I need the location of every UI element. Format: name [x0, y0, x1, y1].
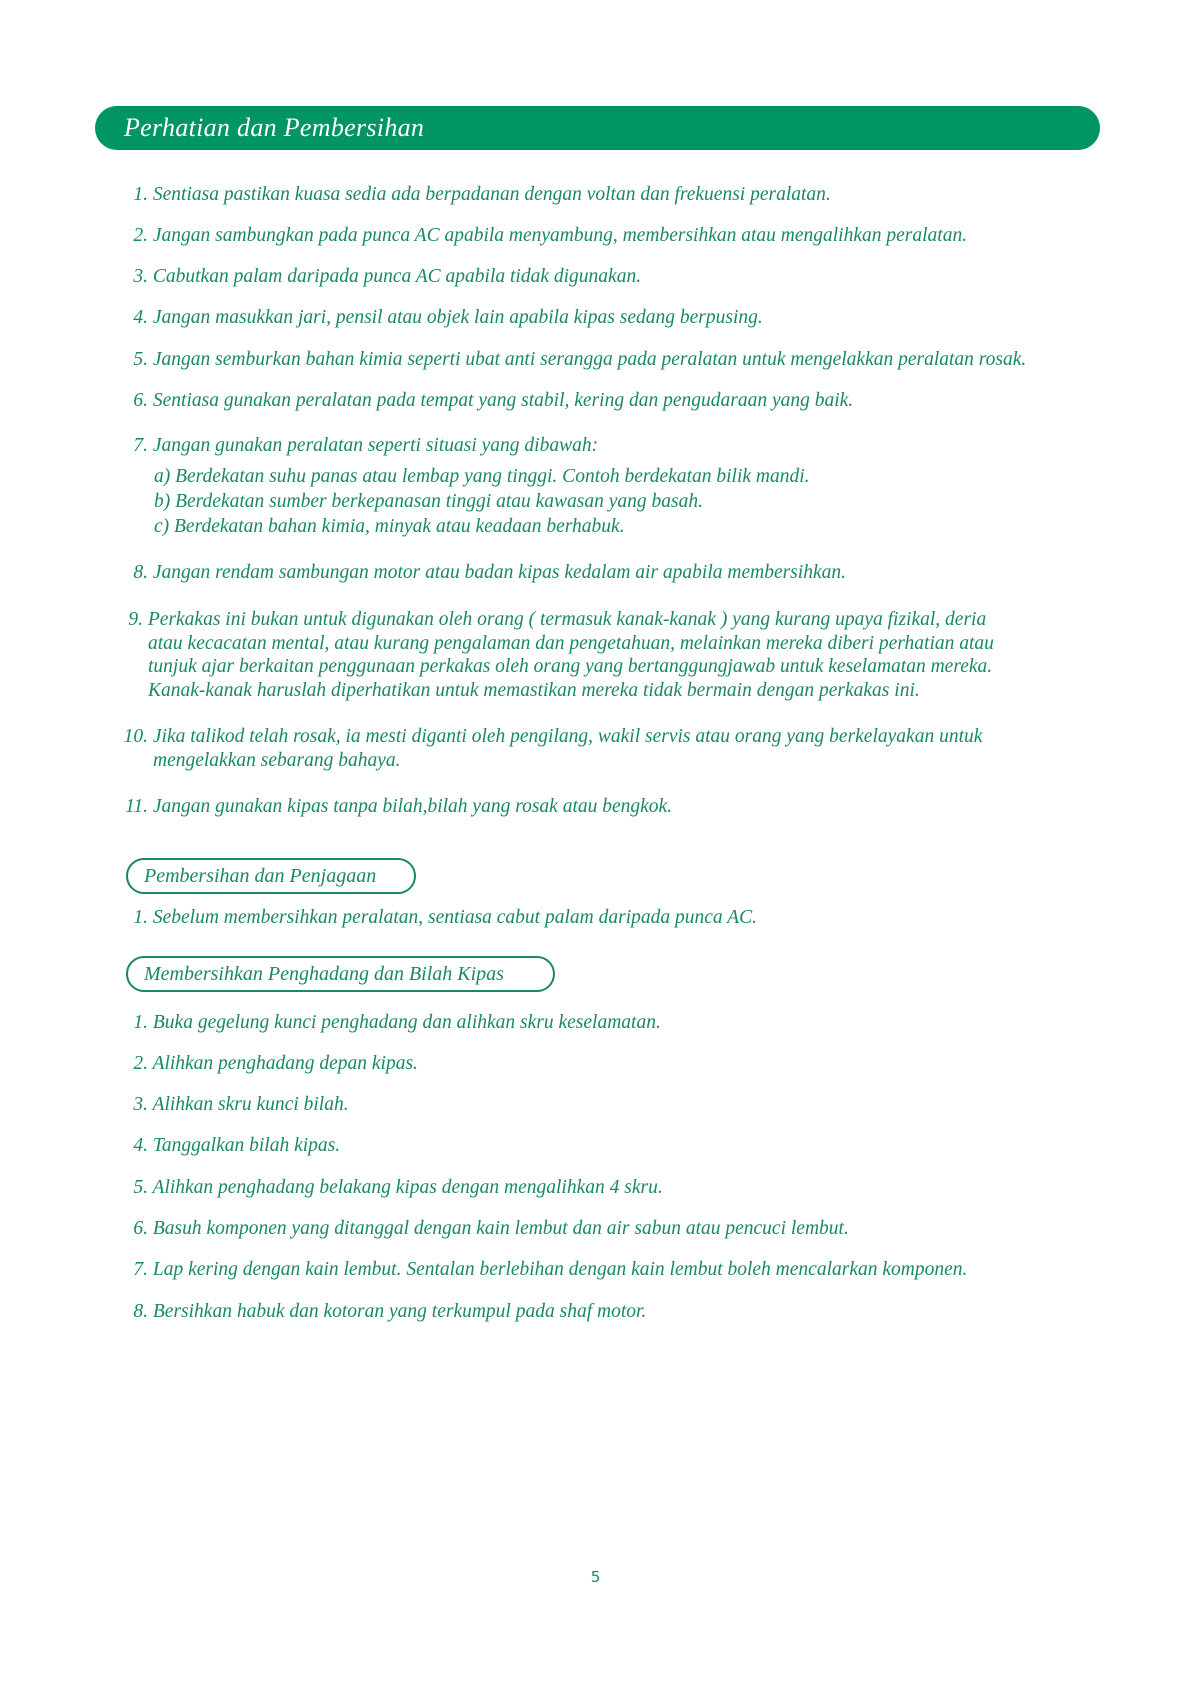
section-title-bar — [95, 106, 1100, 150]
subsection-heading-blades: Membersihkan Penghadang dan Bilah Kipas — [126, 956, 555, 992]
list-item: 9. Perkakas ini bukan untuk digunakan oleh orang ( termasuk kanak-kanak ) yang kurang upaya fizikal, deria — [128, 609, 987, 630]
list-item: 4. Tanggalkan bilah kipas. — [133, 1135, 341, 1156]
list-item: 7. Jangan gunakan peralatan seperti situasi yang dibawah: — [133, 435, 599, 456]
page-number: 5 — [590, 1568, 601, 1586]
list-item: 2. Jangan sambungkan pada punca AC apabila menyambung, membersihkan atau mengalihkan peralatan. — [133, 225, 968, 246]
list-item: 1. Buka gegelung kunci penghadang dan alihkan skru keselamatan. — [133, 1012, 661, 1033]
section-title: Perhatian dan Pembersihan — [124, 113, 425, 142]
list-item: 11. Jangan gunakan kipas tanpa bilah,bilah yang rosak atau bengkok. — [125, 796, 673, 817]
sub-list-item: a) Berdekatan suhu panas atau lembap yang tinggi. Contoh berdekatan bilik mandi. — [154, 466, 810, 487]
list-item: 6. Sentiasa gunakan peralatan pada tempat yang stabil, kering dan pengudaraan yang baik. — [133, 390, 854, 411]
sub-list-item: b) Berdekatan sumber berkepanasan tinggi atau kawasan yang basah. — [154, 491, 703, 512]
list-item: 8. Jangan rendam sambungan motor atau badan kipas kedalam air apabila membersihkan. — [133, 562, 846, 583]
list-item-continuation: Kanak-kanak haruslah diperhatikan untuk memastikan mereka tidak bermain dengan perkakas ini. — [148, 680, 920, 701]
list-item: 10. Jika talikod telah rosak, ia mesti diganti oleh pengilang, wakil servis atau orang yang berkelayakan untuk — [123, 726, 983, 747]
list-item-continuation: atau kecacatan mental, atau kurang pengalaman dan pengetahuan, melainkan mereka diberi perhatian atau — [148, 633, 994, 654]
subsection-heading-cleaning: Pembersihan dan Penjagaan — [126, 858, 416, 894]
list-item: 3. Alihkan skru kunci bilah. — [133, 1094, 349, 1115]
sub-list-item: c) Berdekatan bahan kimia, minyak atau keadaan berhabuk. — [154, 516, 625, 537]
list-item-continuation: tunjuk ajar berkaitan penggunaan perkakas oleh orang yang bertanggungjawab untuk keselamatan mereka. — [148, 656, 993, 677]
list-item: 5. Alihkan penghadang belakang kipas dengan mengalihkan 4 skru. — [133, 1177, 663, 1198]
list-item: 4. Jangan masukkan jari, pensil atau objek lain apabila kipas sedang berpusing. — [133, 307, 763, 328]
list-item: 1. Sentiasa pastikan kuasa sedia ada berpadanan dengan voltan dan frekuensi peralatan. — [133, 184, 831, 205]
list-item: 7. Lap kering dengan kain lembut. Sentalan berlebihan dengan kain lembut boleh mencalarkan komponen. — [133, 1259, 968, 1280]
list-item: 3. Cabutkan palam daripada punca AC apabila tidak digunakan. — [133, 266, 642, 287]
list-item: 5. Jangan semburkan bahan kimia seperti ubat anti serangga pada peralatan untuk mengelakkan peralatan rosak. — [133, 349, 1027, 370]
list-item: 2. Alihkan penghadang depan kipas. — [133, 1053, 418, 1074]
list-item: 6. Basuh komponen yang ditanggal dengan kain lembut dan air sabun atau pencuci lembut. — [133, 1218, 849, 1239]
list-item: 8. Bersihkan habuk dan kotoran yang terkumpul pada shaf motor. — [133, 1301, 647, 1322]
list-item-continuation: mengelakkan sebarang bahaya. — [153, 750, 401, 771]
list-item: 1. Sebelum membersihkan peralatan, sentiasa cabut palam daripada punca AC. — [133, 907, 757, 928]
